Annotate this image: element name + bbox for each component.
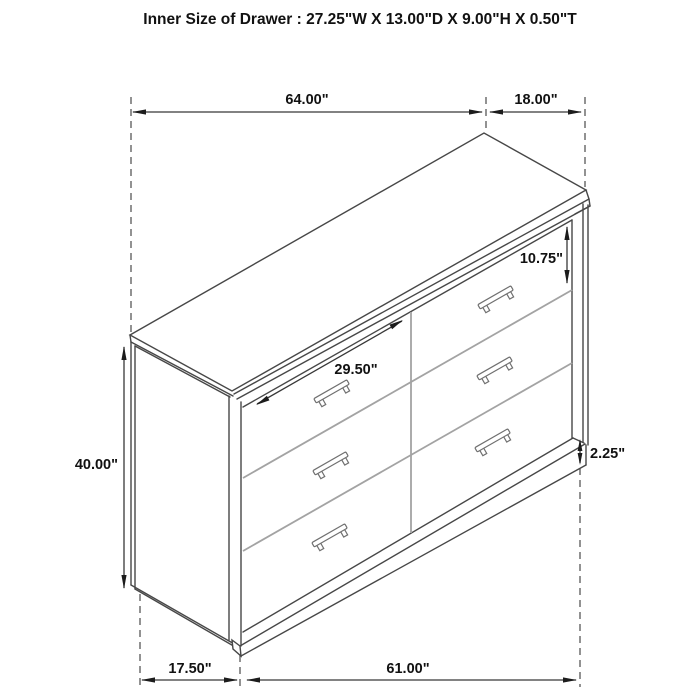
dresser-drawing [130, 133, 590, 656]
diagram-title: Inner Size of Drawer : 27.25"W X 13.00"D X 9.00"H X 0.50"T [143, 11, 577, 28]
dimension-top-depth [489, 92, 582, 115]
dimension-label-base-height: 2.25" [590, 446, 626, 462]
dimension-bottom-width [246, 661, 577, 683]
dimension-label-bottom-width: 61.00" [386, 661, 430, 677]
handle-icon [314, 380, 352, 408]
handle-icon [478, 286, 516, 314]
handle-icon [312, 524, 350, 552]
dimension-top-width [132, 92, 483, 115]
handle-icon [475, 429, 513, 457]
dimension-label-drawer-width: 29.50" [334, 362, 378, 378]
dimension-label-top-width: 64.00" [285, 92, 329, 108]
dresser-left-side [131, 342, 237, 648]
dimension-overall-height [75, 346, 127, 589]
dimension-drawer-face-height [520, 226, 570, 284]
dimension-base-height [578, 439, 626, 465]
handle-icon [313, 452, 351, 480]
dimension-label-bottom-depth: 17.50" [168, 661, 212, 677]
dimension-label-overall-height: 40.00" [74, 457, 118, 473]
dimension-label-top-depth: 18.00" [514, 92, 558, 108]
handle-icon [477, 357, 515, 385]
front-left-foot [232, 640, 241, 656]
dimension-label-drawer-face-height: 10.75" [519, 251, 563, 267]
dimension-bottom-depth [141, 661, 238, 683]
